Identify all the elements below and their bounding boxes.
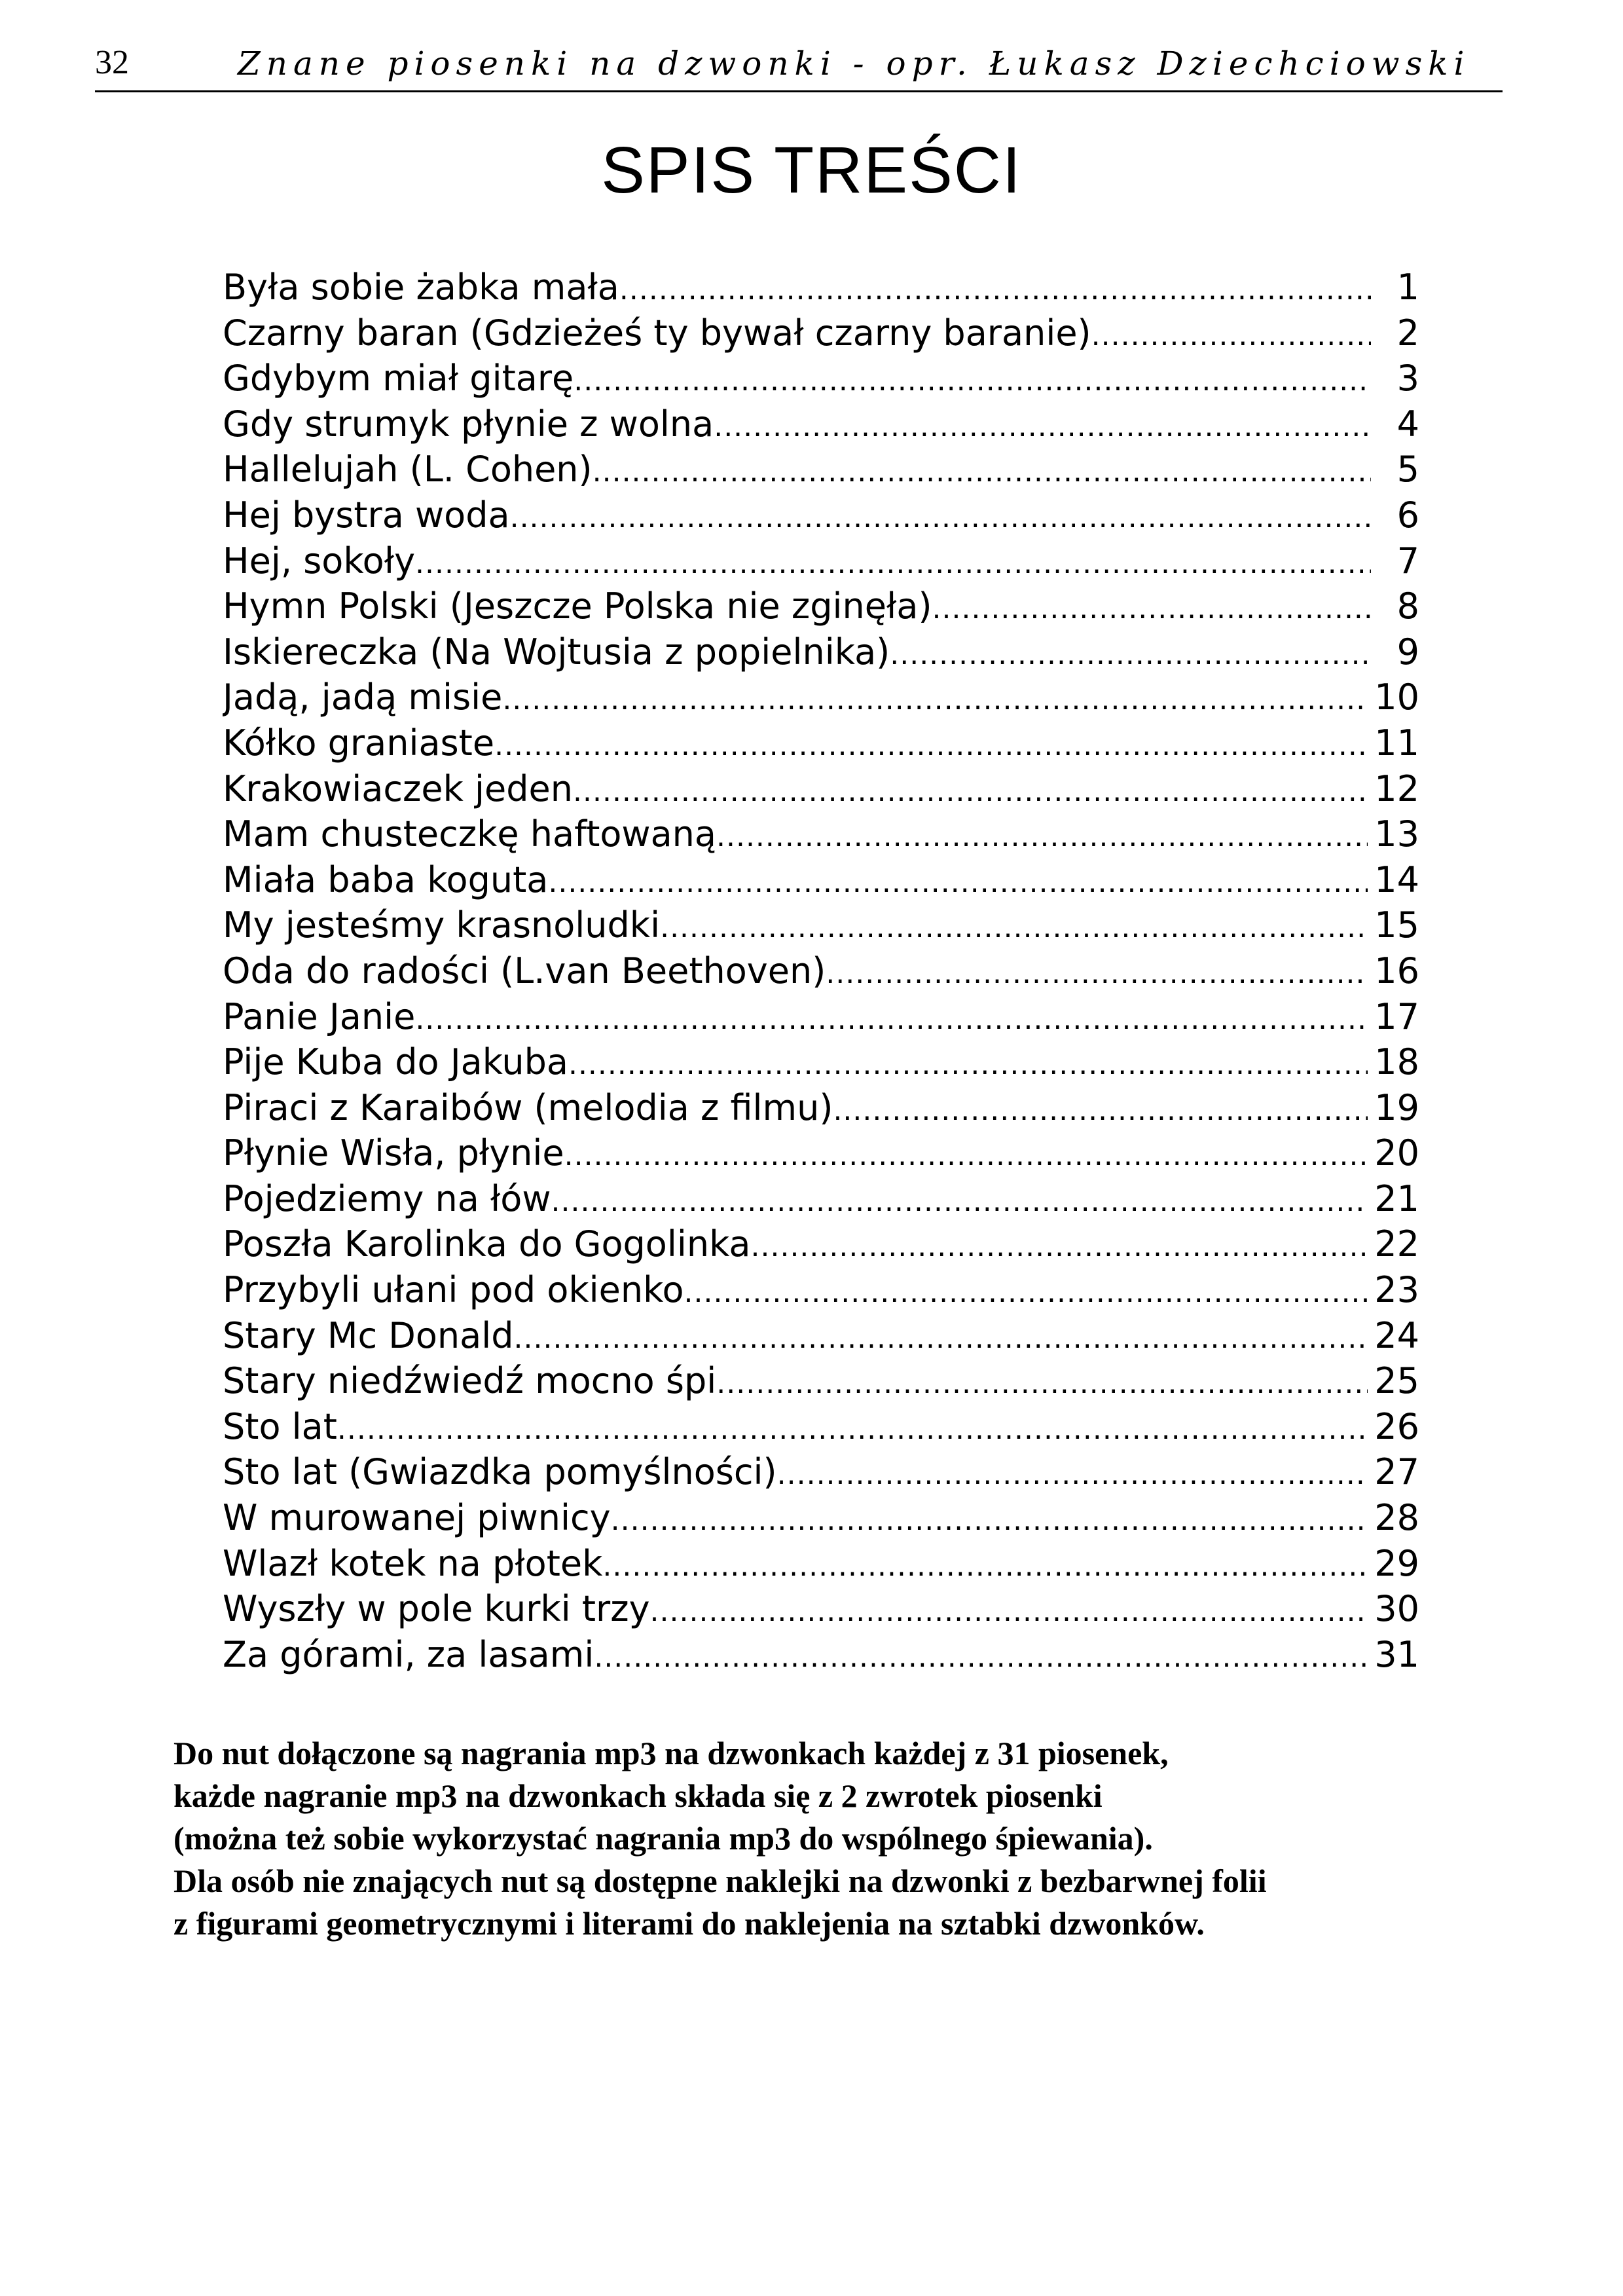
toc-entry-page: 11	[1374, 722, 1419, 764]
toc-entry	[223, 902, 1419, 948]
toc-dot-leader	[716, 1361, 1368, 1404]
toc-dot-leader	[611, 1498, 1368, 1541]
toc-dot-leader	[684, 1270, 1368, 1313]
toc-entry	[223, 1313, 1419, 1359]
toc-dot-leader	[548, 860, 1368, 903]
toc-dot-leader	[415, 997, 1368, 1040]
toc-entry	[223, 811, 1419, 857]
toc-entry-page: 17	[1374, 995, 1419, 1037]
toc-entry	[223, 401, 1419, 447]
toc-entry	[223, 356, 1419, 401]
toc-dot-leader	[594, 1635, 1368, 1678]
toc-entry	[223, 1449, 1419, 1495]
toc-entry-page: 19	[1374, 1086, 1419, 1128]
toc-dot-leader	[551, 1179, 1368, 1222]
toc-entry-title: Miała baba koguta	[223, 859, 549, 900]
toc-entry	[223, 1586, 1419, 1632]
toc-entry	[223, 1085, 1419, 1131]
toc-entry-title: Płynie Wisła, płynie	[223, 1132, 564, 1174]
toc-entry-title: Jadą, jadą misie	[223, 676, 503, 718]
toc-dot-leader	[514, 1316, 1368, 1359]
toc-dot-leader	[932, 586, 1371, 629]
toc-entry	[223, 994, 1419, 1040]
toc-entry-title: Hej bystra woda	[223, 494, 510, 536]
toc-entry-title: Była sobie żabka mała	[223, 267, 619, 308]
toc-entry-title: Czarny baran (Gdzieżeś ty bywał czarny baranie)	[223, 312, 1091, 354]
toc-entry	[223, 538, 1419, 584]
toc-entry-title: Pije Kuba do Jakuba	[223, 1041, 568, 1083]
toc-dot-leader	[714, 404, 1371, 447]
toc-entry-title: W murowanej piwnicy	[223, 1497, 611, 1539]
toc-entry-page: 25	[1374, 1360, 1419, 1402]
toc-dot-leader	[751, 1224, 1368, 1267]
toc-entry-page: 12	[1374, 768, 1419, 809]
toc-entry	[223, 583, 1419, 629]
toc-dot-leader	[1091, 313, 1371, 356]
toc-entry-page: 21	[1374, 1177, 1419, 1219]
toc-entry	[223, 265, 1419, 310]
footnote-line: z figurami geometrycznymi i literami do naklejenia na sztabki dzwonków.	[173, 1905, 1205, 1942]
toc-entry-page: 5	[1396, 449, 1419, 491]
toc-entry	[223, 766, 1419, 812]
toc-entry-title: Przybyli ułani pod okienko	[223, 1269, 684, 1311]
toc-entry-title: Panie Janie	[223, 995, 416, 1037]
toc-entry-page: 26	[1374, 1405, 1419, 1447]
toc-entry-title: Sto lat	[223, 1405, 337, 1447]
toc-entry-title: Stary niedźwiedź mocno śpi	[223, 1360, 717, 1402]
toc-entry	[223, 1495, 1419, 1541]
toc-dot-leader	[337, 1407, 1368, 1450]
toc-entry	[223, 1039, 1419, 1085]
toc-entry-title: Stary Mc Donald	[223, 1314, 514, 1356]
toc-entry	[223, 1267, 1419, 1313]
toc-entry	[223, 720, 1419, 766]
toc-entry-title: Gdy strumyk płynie z wolna	[223, 403, 714, 445]
toc-entry-page: 16	[1374, 950, 1419, 991]
toc-entry-page: 18	[1374, 1041, 1419, 1083]
toc-entry	[223, 857, 1419, 903]
toc-entry-title: Wlazł kotek na płotek	[223, 1542, 603, 1584]
toc-entry-title: Hymn Polski (Jeszcze Polska nie zginęła)	[223, 585, 932, 627]
toc-entry-title: Hallelujah (L. Cohen)	[223, 449, 593, 491]
toc-entry-page: 31	[1374, 1633, 1419, 1675]
footnote	[173, 1732, 1581, 1945]
toc-entry	[223, 1404, 1419, 1450]
toc-entry	[223, 1221, 1419, 1267]
toc-dot-leader	[510, 495, 1371, 538]
toc-entry-page: 27	[1374, 1451, 1419, 1493]
page-number: 32	[95, 44, 129, 81]
toc-dot-leader	[716, 814, 1368, 857]
toc-entry	[223, 310, 1419, 356]
toc-entry-page: 1	[1396, 267, 1419, 308]
toc-entry-title: Iskiereczka (Na Wojtusia z popielnika)	[223, 631, 890, 673]
toc-entry	[223, 1358, 1419, 1404]
toc-entry-page: 8	[1396, 585, 1419, 627]
footnote-line: Do nut dołączone są nagrania mp3 na dzwonkach każdej z 31 piosenek,	[173, 1735, 1169, 1771]
toc-entry-page: 9	[1396, 631, 1419, 673]
footnote-line: Dla osób nie znających nut są dostępne naklejki na dzwonki z bezbarwnej folii	[173, 1862, 1267, 1899]
toc-entry-page: 30	[1374, 1588, 1419, 1630]
running-title: Znane piosenki na dzwonki - opr. Łukasz Dziechciowski	[238, 45, 1470, 83]
toc-entry	[223, 675, 1419, 720]
footnote-line: każde nagranie mp3 na dzwonkach składa się z 2 zwrotek piosenki	[173, 1777, 1103, 1814]
toc-dot-leader	[833, 1088, 1368, 1131]
toc-entry-page: 4	[1396, 403, 1419, 445]
toc-entry-page: 23	[1374, 1269, 1419, 1311]
toc-entry-page: 15	[1374, 904, 1419, 946]
toc-entry-page: 20	[1374, 1132, 1419, 1174]
toc-entry	[223, 1541, 1419, 1587]
toc-entry-title: My jesteśmy krasnoludki	[223, 904, 661, 946]
toc-entry-page: 28	[1374, 1497, 1419, 1539]
toc-dot-leader	[574, 358, 1371, 401]
toc-dot-leader	[502, 677, 1368, 720]
toc-entry-page: 6	[1396, 494, 1419, 536]
toc-entry-page: 10	[1374, 676, 1419, 718]
toc-entry-title: Kółko graniaste	[223, 722, 495, 764]
toc-entry-title: Piraci z Karaibów (melodia z filmu)	[223, 1086, 833, 1128]
toc-entry	[223, 1176, 1419, 1222]
toc-dot-leader	[564, 1133, 1368, 1176]
toc-entry-page: 24	[1374, 1314, 1419, 1356]
toc-dot-leader	[593, 449, 1371, 492]
toc-dot-leader	[619, 267, 1371, 310]
table-of-contents	[223, 265, 1419, 1677]
toc-entry-page: 7	[1396, 540, 1419, 582]
toc-entry-title: Gdybym miał gitarę	[223, 358, 574, 399]
toc-entry-title: Sto lat (Gwiazdka pomyślności)	[223, 1451, 777, 1493]
toc-entry-title: Krakowiaczek jeden	[223, 768, 573, 809]
toc-entry-page: 14	[1374, 859, 1419, 900]
page-header	[95, 41, 1503, 92]
toc-entry-title: Oda do radości (L.van Beethoven)	[223, 950, 826, 991]
toc-entry-page: 2	[1396, 312, 1419, 354]
toc-dot-leader	[573, 769, 1368, 812]
footnote-line: (można też sobie wykorzystać nagrania mp3 do wspólnego śpiewania).	[173, 1820, 1153, 1857]
toc-dot-leader	[415, 541, 1371, 584]
toc-dot-leader	[494, 723, 1368, 766]
toc-dot-leader	[568, 1042, 1368, 1085]
toc-entry	[223, 1130, 1419, 1176]
toc-dot-leader	[602, 1544, 1368, 1587]
toc-entry	[223, 447, 1419, 492]
toc-entry	[223, 948, 1419, 994]
toc-dot-leader	[777, 1452, 1368, 1495]
toc-entry-page: 3	[1396, 358, 1419, 399]
toc-entry-title: Hej, sokoły	[223, 540, 416, 582]
toc-entry-title: Za górami, za lasami	[223, 1633, 594, 1675]
toc-entry-page: 13	[1374, 813, 1419, 855]
toc-entry-page: 29	[1374, 1542, 1419, 1584]
toc-entry	[223, 492, 1419, 538]
toc-entry-title: Mam chusteczkę haftowaną	[223, 813, 716, 855]
toc-entry-title: Pojedziemy na łów	[223, 1177, 551, 1219]
toc-entry	[223, 1632, 1419, 1678]
toc-dot-leader	[826, 951, 1368, 994]
page-title: SPIS TREŚCI	[601, 134, 1022, 207]
toc-entry-page: 22	[1374, 1223, 1419, 1265]
toc-dot-leader	[650, 1589, 1368, 1632]
toc-entry-title: Poszła Karolinka do Gogolinka	[223, 1223, 751, 1265]
toc-entry	[223, 629, 1419, 675]
toc-entry-title: Wyszły w pole kurki trzy	[223, 1588, 650, 1630]
toc-dot-leader	[660, 905, 1368, 948]
toc-dot-leader	[890, 632, 1371, 675]
